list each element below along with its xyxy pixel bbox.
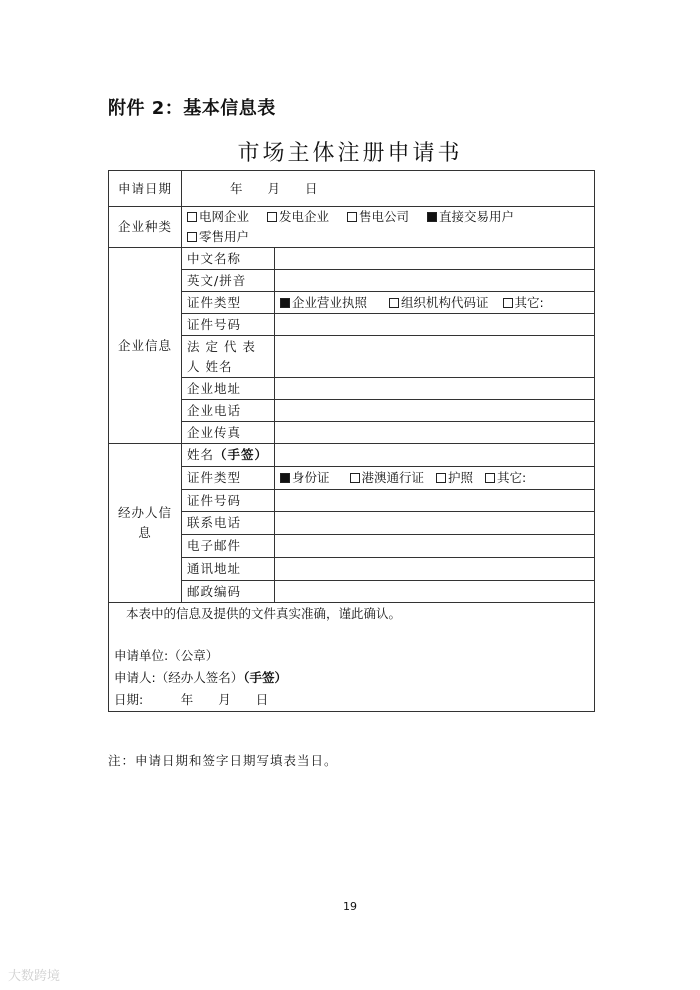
agent-cert-no-field[interactable] xyxy=(275,490,595,512)
agent-handsign-note: （手签） xyxy=(214,447,269,462)
option-org-code-cert[interactable] xyxy=(389,293,489,313)
enterprise-fax-field[interactable] xyxy=(275,422,595,444)
cn-name-field[interactable] xyxy=(275,248,595,270)
cn-name-label: 中文名称 xyxy=(182,248,275,270)
enterprise-phone-label: 企业电话 xyxy=(182,400,275,422)
en-name-label: 英文/拼音 xyxy=(182,270,275,292)
option-power-generation[interactable] xyxy=(267,207,329,227)
checkbox-retail-user[interactable] xyxy=(187,232,197,242)
footnote: 注：申请日期和签字日期写填表当日。 xyxy=(108,753,338,768)
agent-name-label: 姓名 xyxy=(187,447,215,462)
declaration-applicant-line xyxy=(114,667,589,689)
checkbox-passport[interactable] xyxy=(436,473,446,483)
watermark: 大数跨境 xyxy=(8,969,61,984)
enterprise-address-field[interactable] xyxy=(275,378,595,400)
enterprise-cert-type-row xyxy=(109,292,595,314)
option-label: 其它: xyxy=(497,470,527,485)
agent-cert-type-label: 证件类型 xyxy=(182,467,275,490)
agent-name-row xyxy=(109,444,595,467)
legal-rep-field[interactable] xyxy=(275,336,595,378)
checkbox-agent-other[interactable] xyxy=(485,473,495,483)
checkbox-org-code-cert[interactable] xyxy=(389,298,399,308)
checkbox-other-cert[interactable] xyxy=(503,298,513,308)
option-passport[interactable] xyxy=(436,468,473,488)
option-direct-trading-user[interactable] xyxy=(427,207,514,227)
registration-form-table xyxy=(108,170,595,712)
option-label: 零售用户 xyxy=(199,229,250,244)
enterprise-cert-no-label: 证件号码 xyxy=(182,314,275,336)
agent-phone-label: 联系电话 xyxy=(182,512,275,535)
legal-rep-label: 法 定 代 表 人 姓名 xyxy=(182,336,275,378)
checkbox-direct-trading-user[interactable] xyxy=(427,212,437,222)
agent-address-label: 通讯地址 xyxy=(182,558,275,581)
declaration-unit: 申请单位:（公章） xyxy=(114,648,219,663)
legal-rep-row xyxy=(109,336,595,378)
agent-address-field[interactable] xyxy=(275,558,595,581)
attachment-title: 附件 2：基本信息表 xyxy=(108,98,276,119)
declaration-date: 日期: 年 月 日 xyxy=(114,692,269,707)
checkbox-id-card[interactable] xyxy=(280,473,290,483)
document-title: 市场主体注册申请书 xyxy=(237,141,463,166)
checkbox-hk-macau-permit[interactable] xyxy=(350,473,360,483)
enterprise-info-label: 企业信息 xyxy=(109,248,182,444)
option-id-card[interactable] xyxy=(280,468,330,488)
agent-cert-type-row xyxy=(109,467,595,490)
enterprise-cert-no-row xyxy=(109,314,595,336)
enterprise-type-options xyxy=(182,207,595,248)
agent-info-label: 经办人信息 xyxy=(109,444,182,603)
enterprise-phone-row xyxy=(109,400,595,422)
option-label: 护照 xyxy=(448,470,474,485)
application-date-row xyxy=(109,171,595,207)
agent-address-row xyxy=(109,558,595,581)
checkbox-grid-company[interactable] xyxy=(187,212,197,222)
option-hk-macau-permit[interactable] xyxy=(350,468,425,488)
option-label: 电网企业 xyxy=(199,209,250,224)
enterprise-cn-name-row xyxy=(109,248,595,270)
option-other-cert[interactable] xyxy=(503,293,544,313)
agent-cert-no-label: 证件号码 xyxy=(182,490,275,512)
enterprise-en-name-row xyxy=(109,270,595,292)
enterprise-address-row xyxy=(109,378,595,400)
declaration-applicant-handsign: （手签） xyxy=(243,670,287,685)
declaration-statement: 本表中的信息及提供的文件真实准确，谨此确认。 xyxy=(126,606,402,621)
en-name-field[interactable] xyxy=(275,270,595,292)
agent-postcode-row xyxy=(109,581,595,603)
checkbox-power-retail-company[interactable] xyxy=(347,212,357,222)
agent-cert-no-row xyxy=(109,490,595,512)
agent-phone-field[interactable] xyxy=(275,512,595,535)
option-label: 组织机构代码证 xyxy=(401,294,489,310)
option-label: 企业营业执照 xyxy=(292,294,368,310)
option-label: 发电企业 xyxy=(279,209,330,224)
declaration-applicant: 申请人:（经办人签名） xyxy=(114,670,244,685)
checkbox-business-license[interactable] xyxy=(280,298,290,308)
enterprise-cert-type-label: 证件类型 xyxy=(182,292,275,314)
option-label: 直接交易用户 xyxy=(439,209,515,224)
checkbox-power-generation[interactable] xyxy=(267,212,277,222)
enterprise-fax-label: 企业传真 xyxy=(182,422,275,444)
agent-cert-type-options xyxy=(275,467,595,490)
enterprise-cert-no-field[interactable] xyxy=(275,314,595,336)
option-label: 其它: xyxy=(514,294,544,310)
option-label: 港澳通行证 xyxy=(361,470,425,485)
option-business-license[interactable] xyxy=(280,293,367,313)
option-power-retail-company[interactable] xyxy=(347,207,409,227)
enterprise-fax-row xyxy=(109,422,595,444)
enterprise-type-row xyxy=(109,207,595,248)
option-label: 身份证 xyxy=(292,470,330,485)
agent-phone-row xyxy=(109,512,595,535)
agent-name-field[interactable] xyxy=(275,444,595,467)
option-retail-user[interactable] xyxy=(187,227,249,247)
declaration-row xyxy=(109,603,595,712)
option-label: 售电公司 xyxy=(359,209,410,224)
application-date-field[interactable]: 年 月 日 xyxy=(182,171,595,207)
agent-email-field[interactable] xyxy=(275,535,595,558)
option-agent-other[interactable] xyxy=(485,468,526,488)
agent-postcode-field[interactable] xyxy=(275,581,595,603)
declaration-block xyxy=(109,603,595,712)
option-grid-company[interactable] xyxy=(187,207,249,227)
application-date-label: 申请日期 xyxy=(109,171,182,207)
enterprise-type-label: 企业种类 xyxy=(109,207,182,248)
agent-name-label-cell xyxy=(182,444,275,467)
agent-email-row xyxy=(109,535,595,558)
enterprise-phone-field[interactable] xyxy=(275,400,595,422)
page-number: 19 xyxy=(343,900,357,913)
enterprise-cert-type-options xyxy=(275,292,595,314)
agent-email-label: 电子邮件 xyxy=(182,535,275,558)
enterprise-address-label: 企业地址 xyxy=(182,378,275,400)
agent-postcode-label: 邮政编码 xyxy=(182,581,275,603)
